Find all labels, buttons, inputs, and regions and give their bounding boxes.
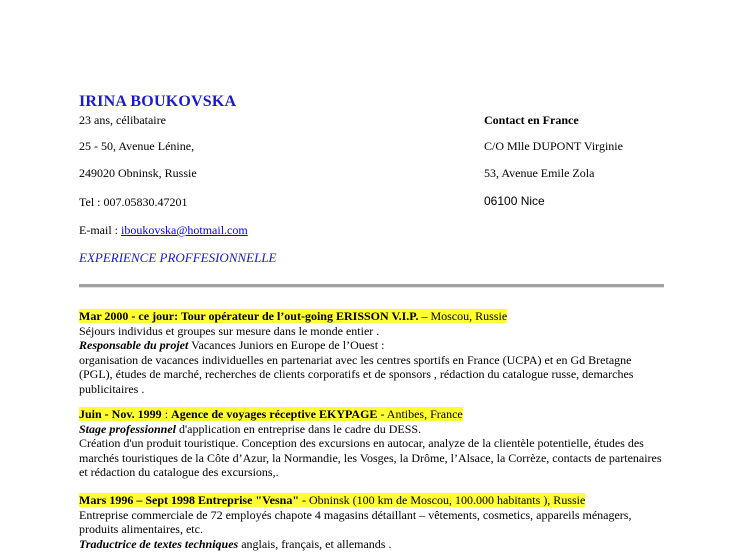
section-divider bbox=[79, 284, 664, 288]
job-company: Agence de voyages réceptive EKYPAGE bbox=[171, 407, 378, 421]
job-date: Juin - Nov. 1999 bbox=[79, 407, 162, 421]
contact-line-1: C/O Mlle DUPONT Virginie bbox=[484, 139, 623, 153]
job-role: Responsable du projet bbox=[79, 338, 189, 352]
job-role-text: anglais, français, et allemands . bbox=[238, 536, 392, 551]
job-heading bbox=[79, 493, 664, 508]
job-role-text: d'application en entreprise dans le cadre du DESS. bbox=[176, 421, 422, 436]
email-link[interactable]: iboukovska@hotmail.com bbox=[121, 223, 248, 237]
job-entry bbox=[79, 493, 664, 551]
contact-title: Contact en France bbox=[484, 113, 579, 127]
job-heading-separator: : bbox=[161, 407, 172, 421]
job-description: Création d'un produit touristique. Conception des excursions en autocar, analyze de la clientèle potentielle, études des marchés touristiques de la Côte d’Azur, la Normandie, les Vosges, la Drôme, l’Alsace, la Corrèze, contacts de partenaires et rédaction du catalogue des excursions,. bbox=[79, 436, 662, 479]
job-role-line bbox=[79, 338, 664, 353]
address-line-1: 25 - 50, Avenue Lénine, bbox=[79, 139, 195, 153]
age-status: 23 ans, célibataire bbox=[79, 113, 166, 127]
job-location: - Antibes, France bbox=[377, 407, 463, 421]
email-label: E-mail : bbox=[79, 223, 121, 237]
email-line bbox=[79, 223, 248, 238]
contact-line-3: 06100 Nice bbox=[484, 194, 545, 208]
telephone: Tel : 007.05830.47201 bbox=[79, 195, 188, 209]
job-location: – Moscou, Russie bbox=[418, 309, 508, 323]
job-role-line bbox=[79, 537, 664, 552]
job-entry bbox=[79, 407, 664, 480]
job-description: Entreprise commerciale de 72 employés chapote 4 magasins détaillant – vêtements, cosmetics, appareils ménagers, produits alimentaires, etc. bbox=[79, 507, 632, 536]
job-entry bbox=[79, 309, 664, 396]
address-line-2: 249020 Obninsk, Russie bbox=[79, 166, 197, 180]
job-description: organisation de vacances individuelles en partenariat avec les centres sportifs en France (UCPA) et en Gd Bretagne (PGL), études de marché, recherches de clients corporatifs et de sponsors , rédaction du catalogue russe, demarches publicitaires . bbox=[79, 352, 634, 396]
section-title: EXPERIENCE PROFFESIONNELLE bbox=[79, 250, 277, 265]
job-role-line bbox=[79, 422, 664, 437]
job-heading bbox=[79, 407, 664, 422]
job-location: - Obninsk (100 km de Moscou, 100.000 habitants ), Russie bbox=[299, 493, 586, 507]
contact-line-2: 53, Avenue Emile Zola bbox=[484, 166, 595, 180]
job-role-text: Vacances Juniors en Europe de l’Ouest : bbox=[188, 338, 385, 352]
job-line: Séjours individus et groupes sur mesure dans le monde entier . bbox=[79, 323, 380, 338]
job-heading bbox=[79, 309, 664, 324]
candidate-name: IRINA BOUKOVSKA bbox=[79, 93, 237, 110]
job-role: Traductrice de textes techniques bbox=[79, 536, 239, 551]
job-title: Mars 1996 – Sept 1998 Entreprise "Vesna" bbox=[79, 493, 299, 507]
job-role: Stage professionnel bbox=[79, 421, 177, 436]
job-title: Mar 2000 - ce jour: Tour opérateur de l’out-going ERISSON V.I.P. bbox=[79, 309, 419, 323]
